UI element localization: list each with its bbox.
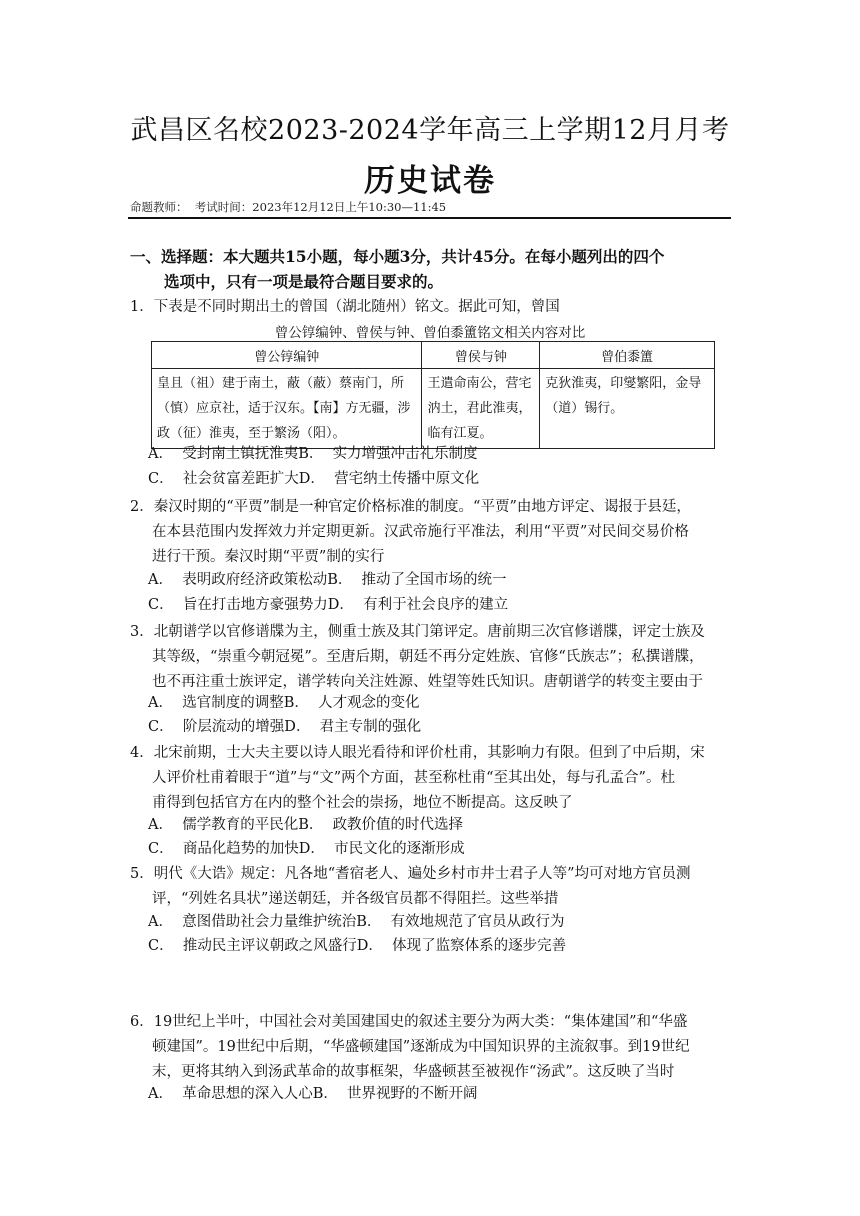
question-4-line-1: 4．北宋前期，士大夫主要以诗人眼光看待和评价杜甫，其影响力有限。但到了中后期，宋 (130, 745, 705, 761)
question-4-line-3: 甫得到包括官方在内的整个社会的崇扬，地位不断提高。这反映了 (152, 795, 573, 811)
question-1 (130, 295, 732, 320)
question-3-options-row-1: A． 选官制度的调整B． 人才观念的变化 (148, 695, 420, 711)
question-2 (130, 495, 732, 570)
question-5-line-2: 评，“列姓名具状”递送朝廷，并各级官员都不得阻拦。这些举措 (152, 891, 559, 907)
question-4-line-2: 人评价杜甫着眼于“道”与“文”两个方面，甚至称杜甫“至其出处，每与孔孟合”。杜 (152, 770, 675, 786)
question-1-options-row-2: C． 社会贫富差距扩大D． 营宅纳土传播中原文化 (148, 471, 480, 487)
section-heading (130, 244, 740, 294)
question-3 (130, 620, 732, 695)
question-5-line-1: 5．明代《大诰》规定：凡各地“耆宿老人、遍处乡村市井士君子人等”均可对地方官员测 (130, 866, 691, 882)
question-2-options-row-2: C． 旨在打击地方豪强势力D． 有利于社会良序的建立 (148, 597, 509, 613)
question-3-options-row-2: C． 阶层流动的增强D． 君主专制的强化 (148, 719, 422, 735)
question-6-line-1: 6．19世纪上半叶，中国社会对美国建国史的叙述主要分为两大类：“集体建国”和“华盛 (130, 1014, 688, 1030)
question-2-line-1: 2．秦汉时期的“平贾”制是一种官定价格标准的制度。“平贾”由地方评定、谒报于县廷， (130, 499, 691, 515)
question-1-options-row-1: A． 受封南土镇抚淮夷B． 实力增强冲击礼乐制度 (148, 446, 478, 462)
question-3-line-1: 3．北朝谱学以官修谱牒为主，侧重士族及其门第评定。唐前期三次官修谱牒，评定士族及 (130, 624, 705, 640)
table-header-cell: 曾公𬭚编钟 (152, 342, 422, 369)
exam-title: 武昌区名校2023-2024学年高三上学期12月月考 (130, 115, 730, 146)
question-5 (130, 862, 732, 912)
table-row (152, 369, 715, 449)
question-4 (130, 741, 732, 816)
inscription-table (151, 341, 715, 449)
exam-meta-line: 命题教师： 考试时间：2023年12月12日上午10:30—11:45 (130, 200, 447, 214)
question-3-line-3: 也不再注重士族评定，谱学转向关注姓源、姓望等姓氏知识。唐朝谱学的转变主要由于 (152, 674, 703, 690)
table-caption: 曾公𬭚编钟、曾侯与钟、曾伯黍簠铭文相关内容对比 (274, 325, 586, 341)
table-cell: 克狄淮夷，印燮繁阳，金导（道）锡行。 (540, 369, 715, 449)
question-2-line-3: 进行干预。秦汉时期“平贾”制的实行 (152, 549, 385, 565)
question-5-options-row-2: C． 推动民主评议朝政之风盛行D． 体现了监察体系的逐步完善 (148, 938, 567, 954)
table-header-row (152, 342, 715, 369)
question-6-options-row-1: A． 革命思想的深入人心B． 世界视野的不断开阔 (148, 1086, 478, 1102)
question-2-line-2: 在本县范围内发挥效力并定期更新。汉武帝施行平准法，利用“平贾”对民间交易价格 (152, 524, 689, 540)
table-cell: 王遣命南公，营宅汭土，君此淮夷，临有江夏。 (422, 369, 540, 449)
question-4-options-row-1: A． 儒学教育的平民化B． 政教价值的时代选择 (148, 817, 464, 833)
table-header-cell: 曾侯与钟 (422, 342, 540, 369)
header-divider (128, 217, 731, 219)
question-3-line-2: 其等级，“崇重今朝冠冕”。至唐后期，朝廷不再分定姓族、官修“氏族志”；私撰谱牒， (152, 649, 704, 665)
question-2-options-row-1: A． 表明政府经济政策松动B． 推动了全国市场的统一 (148, 572, 507, 588)
section-heading-line-1: 一、选择题：本大题共15小题，每小题3分，共计45分。在每小题列出的四个 (130, 247, 665, 266)
question-6 (130, 1010, 732, 1085)
table-header-cell: 曾伯黍簠 (540, 342, 715, 369)
section-heading-line-2: 选项中，只有一项是最符合题目要求的。 (164, 272, 444, 291)
question-1-line-1: 1．下表是不同时期出土的曾国（湖北随州）铭文。据此可知，曾国 (130, 299, 560, 315)
question-6-line-2: 顿建国”。19世纪中后期，“华盛顿建国”逐渐成为中国知识界的主流叙事。到19世纪 (152, 1039, 690, 1055)
table-cell: 皇且（祖）建于南土，蔽（蔽）蔡南门，所（慎）应京社，适于汉东。【南】方无疆，涉政（征）淮夷，至于繁汤（阳）。 (152, 369, 422, 449)
question-5-options-row-1: A． 意图借助社会力量维护统治B． 有效地规范了官员从政行为 (148, 914, 565, 930)
question-6-line-3: 末，更将其纳入到汤武革命的故事框架，华盛顿甚至被视作“汤武”。这反映了当时 (152, 1064, 675, 1080)
question-4-options-row-2: C． 商品化趋势的加快D． 市民文化的逐渐形成 (148, 841, 465, 857)
exam-subject-title: 历史试卷 (364, 163, 496, 199)
